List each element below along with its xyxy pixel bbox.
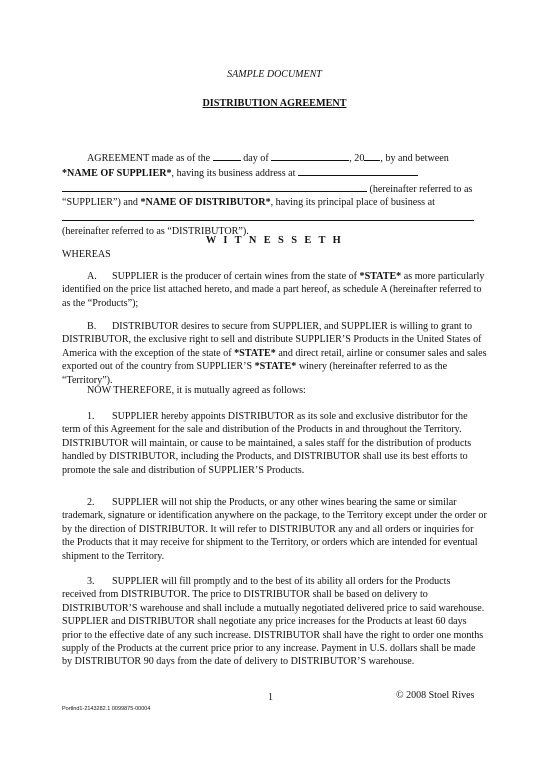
day-blank: [213, 150, 241, 161]
recital-a-text-2: as more particularly identified on the price list attached hereto, and made a part hereof, as schedule A (hereinafter referred to as the “Products”);: [62, 271, 485, 309]
recital-b-text-2: and direct retail, airline or consumer sales and sales exported out of the country from SUPPLIER’S: [62, 347, 487, 373]
now-therefore-paragraph: [62, 384, 487, 397]
recital-b-text-3: winery (hereinafter referred to as the “Territory”).: [62, 361, 448, 386]
intro-text-4: , by and between: [380, 153, 449, 164]
recital-b-label: B.: [87, 321, 97, 332]
supplier-address-blank-2: [62, 181, 367, 192]
year-blank: [364, 150, 380, 161]
witnesseth-heading: W I T N E S S E T H: [205, 235, 344, 246]
intro-text-6: (hereinafter referred to as “SUPPLIER”) and: [62, 183, 473, 209]
intro-paragraph: [62, 150, 487, 238]
intro-text-3: , 20: [349, 153, 365, 164]
intro-text-7: , having its principal place of business at: [270, 197, 435, 209]
recital-a-state: *STATE*: [359, 271, 402, 282]
recital-a-label: A.: [87, 271, 97, 282]
clause-2-label: 2.: [87, 497, 95, 508]
recital-b-text-1: DISTRIBUTOR desires to secure from SUPPLIER, and SUPPLIER is willing to grant to DISTRIBUTOR, the exclusive right to sell and distribute SUPPLIER’S Products in the United States of America with the exception of the state of: [62, 321, 482, 359]
recital-a-text-1: SUPPLIER is the producer of certain wines from the state of: [112, 271, 360, 282]
whereas-label: WHEREAS: [62, 249, 111, 260]
copyright-notice: © 2008 Stoel Rives: [396, 690, 475, 701]
recital-b-state-2: *STATE*: [254, 361, 297, 373]
recital-b: [62, 320, 487, 387]
clause-1-label: 1.: [87, 411, 95, 422]
supplier-address-blank-1: [298, 165, 418, 176]
document-title: DISTRIBUTION AGREEMENT: [202, 98, 347, 109]
clause-2: [62, 496, 487, 563]
clause-1: [62, 410, 487, 477]
clause-1-text: SUPPLIER hereby appoints DISTRIBUTOR as its sole and exclusive distributor for the term of this Agreement for the sale and distribution of the Products in and throughout the Territory. DISTRIBUTOR will maintain, or cause to be maintained, a sales staff for the distribution of products handled by DISTRIBUTOR, including the Products, and DISTRIBUTOR shall use its best efforts to promote the sale and distribution of SUPPLIER’S Products.: [62, 411, 472, 476]
recital-b-state-1: *STATE*: [234, 347, 276, 359]
distributor-name: *NAME OF DISTRIBUTOR*: [140, 197, 271, 209]
intro-text-8: (hereinafter referred to as “DISTRIBUTOR”).: [62, 226, 249, 238]
clause-3: [62, 575, 487, 669]
supplier-name: *NAME OF SUPPLIER*: [62, 168, 172, 180]
page-number: 1: [268, 692, 273, 703]
intro-text-1: AGREEMENT made as of the: [87, 153, 213, 164]
document-id: Portlnd1-2143282.1 0099875-00004: [62, 706, 151, 712]
clause-3-label: 3.: [87, 576, 95, 587]
recital-a: [62, 270, 487, 310]
distributor-address-blank: [62, 210, 474, 221]
sample-document-label: SAMPLE DOCUMENT: [227, 69, 322, 80]
clause-2-text: SUPPLIER will not ship the Products, or any other wines bearing the same or similar trademark, signature or identification anywhere on the package, to the Territory except under the order or by the direction of DISTRIBUTOR. It will refer to DISTRIBUTOR any and all orders or inquiries for the Products that it may receive for shipment to the Territory, or orders which are intended for eventual shipment to the Territory.: [62, 497, 487, 562]
now-therefore-text: NOW THEREFORE, it is mutually agreed as follows:: [87, 385, 306, 396]
month-blank: [271, 150, 349, 161]
clause-3-text: SUPPLIER will fill promptly and to the best of its ability all orders for the Products received from DISTRIBUTOR. The price to DISTRIBUTOR shall be based on delivery to DISTRIBUTOR’S warehouse and shall include a mutually negotiated delivered price to said warehouse. SUPPLIER and DISTRIBUTOR shall negotiate any price increases for the Products at least 60 days prior to the effective date of any such increase. DISTRIBUTOR shall have the right to order one months supply of the Products at the current price prior to any increase. Payment in U.S. dollars shall be made by DISTRIBUTOR 90 days from the date of delivery to DISTRIBUTOR’S warehouse.: [62, 576, 485, 668]
intro-text-2: day of: [240, 153, 272, 164]
intro-text-5: , having its business address at: [171, 168, 298, 180]
